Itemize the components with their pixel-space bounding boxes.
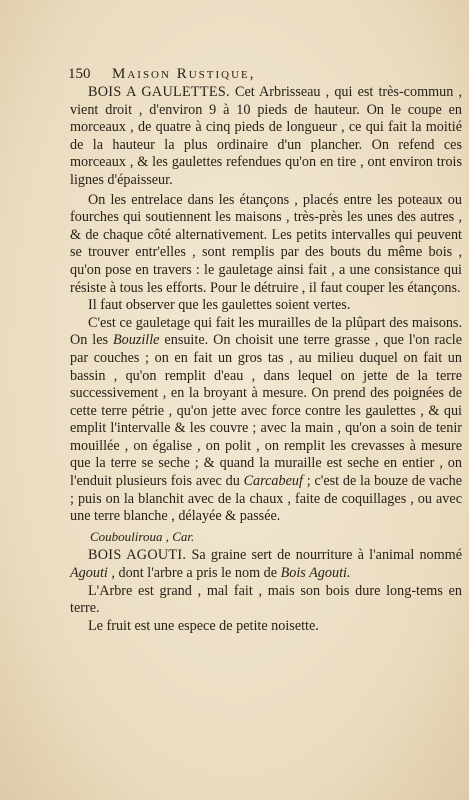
- term: Agouti: [70, 565, 108, 582]
- term: Bois Agouti.: [280, 565, 351, 582]
- paragraph: L'Arbre est grand , mal fait , mais son bois dure long-tems en terre.: [70, 582, 462, 617]
- citation: Coubouliroua , Car.: [90, 528, 195, 544]
- page-number: 150: [68, 66, 91, 82]
- paragraph: Le fruit est une espece de petite noisette.: [88, 617, 319, 634]
- entry-headword: BOIS AGOUTI.: [88, 547, 187, 564]
- entry-paragraph: BOIS A GAULETTES. Cet Arbrisseau , qui est très-commun , vient droit , d'environ 9 à 10 pieds de hauteur. On le coupe en morceaux , de quatre à cinq pieds de longueur , ce qui fait la moitié de la hauteur la plus ordinaire d'un plancher. On refend ces morceaux , & les gaulettes refendues qu'on en tire , ont environ trois lignes d'épaisseur.: [70, 84, 463, 188]
- page-header: [68, 66, 388, 83]
- paragraph: On les entrelace dans les étançons , placés entre les poteaux ou fourches qui soutiennent les maisons , très-près les unes des autres , & de chaque côté alternativement. Les petits intervalles qui peuvent se trouver entr'elles , sont remplis par des bouts du même bois , qu'on pose en travers : le gauletage ainsi fait , a une consistance qui résiste à tous les efforts. Pour le détruire , il faut couper les étançons.: [70, 191, 462, 296]
- page-body: [70, 84, 462, 635]
- entry-paragraph: BOIS AGOUTI. Sa graine sert de nourriture à l'animal nommé Agouti , dont l'arbre a pris le nom de Bois Agouti.: [70, 547, 463, 582]
- term: Carcabeuf: [243, 473, 303, 490]
- running-title: Maison Rustique,: [112, 66, 256, 82]
- paragraph: C'est ce gauletage qui fait les murailles de la plûpart des maisons. On les Bouzille ensuite. On choisit une terre grasse , que l'on racle par couches ; on en fait un gros tas , au milieu duquel on fait un bassin , qu'on remplit d'eau , dans lequel on jette de la terre successivement , en la broyant à mesure. On prend des poignées de cette terre pétrie , qu'on jette avec force contre les gaulettes , & qui emplit l'intervalle & les couvre ; avec la main , qu'on a soin de tenir mouillée , on égalise , on polit , on remplit les crevasses à mesure que la terre se seche ; & quand la muraille est seche en entier , on l'enduit plusieurs fois avec du Carcabeuf ; c'est de la bouze de vache ; puis on la blanchit avec de la chaux , faite de coquillages , ou avec une terre blanche , délayée & passée.: [70, 314, 462, 525]
- entry-headword: BOIS A GAULETTES.: [88, 84, 230, 100]
- paragraph: Il faut observer que les gaulettes soient vertes.: [88, 297, 351, 314]
- term: Bouzille: [112, 332, 160, 349]
